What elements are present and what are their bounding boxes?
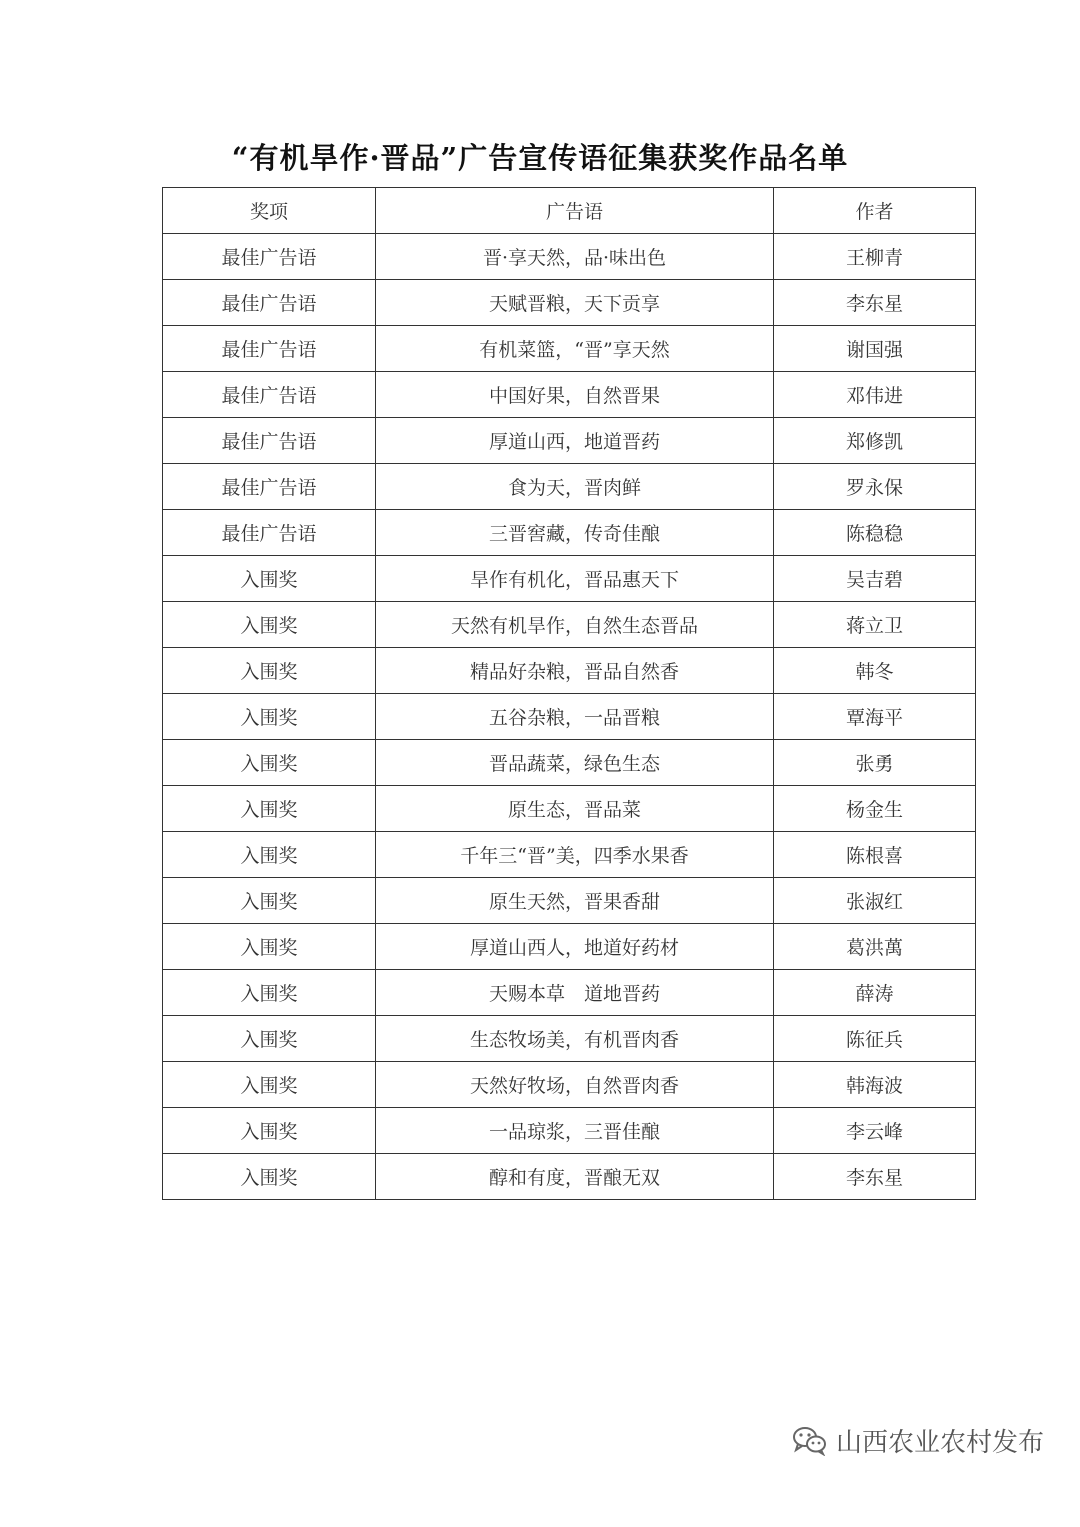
- cell-author: 陈稳稳: [774, 510, 976, 556]
- cell-author: 陈征兵: [774, 1016, 976, 1062]
- cell-author: 李东星: [774, 1154, 976, 1200]
- table-row: [163, 1016, 976, 1062]
- cell-slogan: 一品琼浆，三晋佳酿: [376, 1108, 774, 1154]
- cell-author: 韩海波: [774, 1062, 976, 1108]
- cell-award: 入围奖: [163, 602, 376, 648]
- table-row: [163, 740, 976, 786]
- header-author: 作者: [774, 188, 976, 234]
- cell-slogan: 精品好杂粮，晋品自然香: [376, 648, 774, 694]
- table-row: [163, 786, 976, 832]
- cell-slogan: 中国好果，自然晋果: [376, 372, 774, 418]
- cell-author: 陈根喜: [774, 832, 976, 878]
- cell-slogan: 天赐本草 道地晋药: [376, 970, 774, 1016]
- cell-award: 入围奖: [163, 1108, 376, 1154]
- cell-author: 郑修凯: [774, 418, 976, 464]
- cell-slogan: 有机菜篮，“晋”享天然: [376, 326, 774, 372]
- table-row: [163, 418, 976, 464]
- cell-author: 杨金生: [774, 786, 976, 832]
- cell-award: 最佳广告语: [163, 234, 376, 280]
- table-row: [163, 280, 976, 326]
- cell-author: 李东星: [774, 280, 976, 326]
- cell-award: 入围奖: [163, 740, 376, 786]
- cell-author: 谢国强: [774, 326, 976, 372]
- cell-author: 葛洪萬: [774, 924, 976, 970]
- table-row: [163, 326, 976, 372]
- cell-slogan: 食为天，晋肉鲜: [376, 464, 774, 510]
- watermark: [792, 1422, 1044, 1459]
- cell-slogan: 千年三“晋”美，四季水果香: [376, 832, 774, 878]
- table-row: [163, 464, 976, 510]
- cell-slogan: 五谷杂粮，一品晋粮: [376, 694, 774, 740]
- table-row: [163, 924, 976, 970]
- cell-slogan: 原生天然，晋果香甜: [376, 878, 774, 924]
- cell-award: 入围奖: [163, 1016, 376, 1062]
- header-award: 奖项: [163, 188, 376, 234]
- cell-award: 最佳广告语: [163, 326, 376, 372]
- cell-author: 王柳青: [774, 234, 976, 280]
- table-row: [163, 694, 976, 740]
- cell-slogan: 旱作有机化，晋品惠天下: [376, 556, 774, 602]
- table-row: [163, 510, 976, 556]
- cell-author: 张淑红: [774, 878, 976, 924]
- cell-slogan: 厚道山西，地道晋药: [376, 418, 774, 464]
- table-row: [163, 602, 976, 648]
- cell-slogan: 晋·享天然，品·味出色: [376, 234, 774, 280]
- cell-author: 张勇: [774, 740, 976, 786]
- awards-table: [162, 187, 976, 1200]
- cell-slogan: 生态牧场美，有机晋肉香: [376, 1016, 774, 1062]
- cell-slogan: 原生态，晋品菜: [376, 786, 774, 832]
- cell-slogan: 三晋窖藏，传奇佳酿: [376, 510, 774, 556]
- cell-award: 最佳广告语: [163, 372, 376, 418]
- cell-author: 薛涛: [774, 970, 976, 1016]
- wechat-icon: [792, 1426, 828, 1456]
- table-row: [163, 556, 976, 602]
- cell-award: 最佳广告语: [163, 510, 376, 556]
- cell-author: 邓伟进: [774, 372, 976, 418]
- cell-award: 入围奖: [163, 556, 376, 602]
- cell-slogan: 天赋晋粮，天下贡享: [376, 280, 774, 326]
- cell-award: 入围奖: [163, 786, 376, 832]
- table-body: [163, 234, 976, 1200]
- table-header-row: [163, 188, 976, 234]
- table-row: [163, 970, 976, 1016]
- cell-award: 入围奖: [163, 924, 376, 970]
- page-title: “有机旱作·晋品”广告宣传语征集获奖作品名单: [231, 141, 849, 175]
- cell-author: 覃海平: [774, 694, 976, 740]
- cell-award: 入围奖: [163, 878, 376, 924]
- table-row: [163, 832, 976, 878]
- table-row: [163, 878, 976, 924]
- cell-award: 最佳广告语: [163, 418, 376, 464]
- cell-slogan: 天然有机旱作，自然生态晋品: [376, 602, 774, 648]
- cell-award: 最佳广告语: [163, 464, 376, 510]
- watermark-text: 山西农业农村发布: [835, 1428, 1044, 1458]
- cell-author: 蒋立卫: [774, 602, 976, 648]
- cell-author: 李云峰: [774, 1108, 976, 1154]
- cell-author: 吴吉碧: [774, 556, 976, 602]
- cell-award: 入围奖: [163, 1154, 376, 1200]
- cell-slogan: 厚道山西人，地道好药材: [376, 924, 774, 970]
- cell-author: 罗永保: [774, 464, 976, 510]
- cell-author: 韩冬: [774, 648, 976, 694]
- cell-slogan: 天然好牧场，自然晋肉香: [376, 1062, 774, 1108]
- table-row: [163, 372, 976, 418]
- table-row: [163, 648, 976, 694]
- cell-award: 入围奖: [163, 694, 376, 740]
- cell-award: 入围奖: [163, 832, 376, 878]
- cell-award: 入围奖: [163, 970, 376, 1016]
- cell-award: 入围奖: [163, 648, 376, 694]
- cell-slogan: 晋品蔬菜，绿色生态: [376, 740, 774, 786]
- header-slogan: 广告语: [376, 188, 774, 234]
- cell-award: 入围奖: [163, 1062, 376, 1108]
- table-row: [163, 1062, 976, 1108]
- cell-slogan: 醇和有度，晋酿无双: [376, 1154, 774, 1200]
- table-row: [163, 1108, 976, 1154]
- table-row: [163, 234, 976, 280]
- cell-award: 最佳广告语: [163, 280, 376, 326]
- table-row: [163, 1154, 976, 1200]
